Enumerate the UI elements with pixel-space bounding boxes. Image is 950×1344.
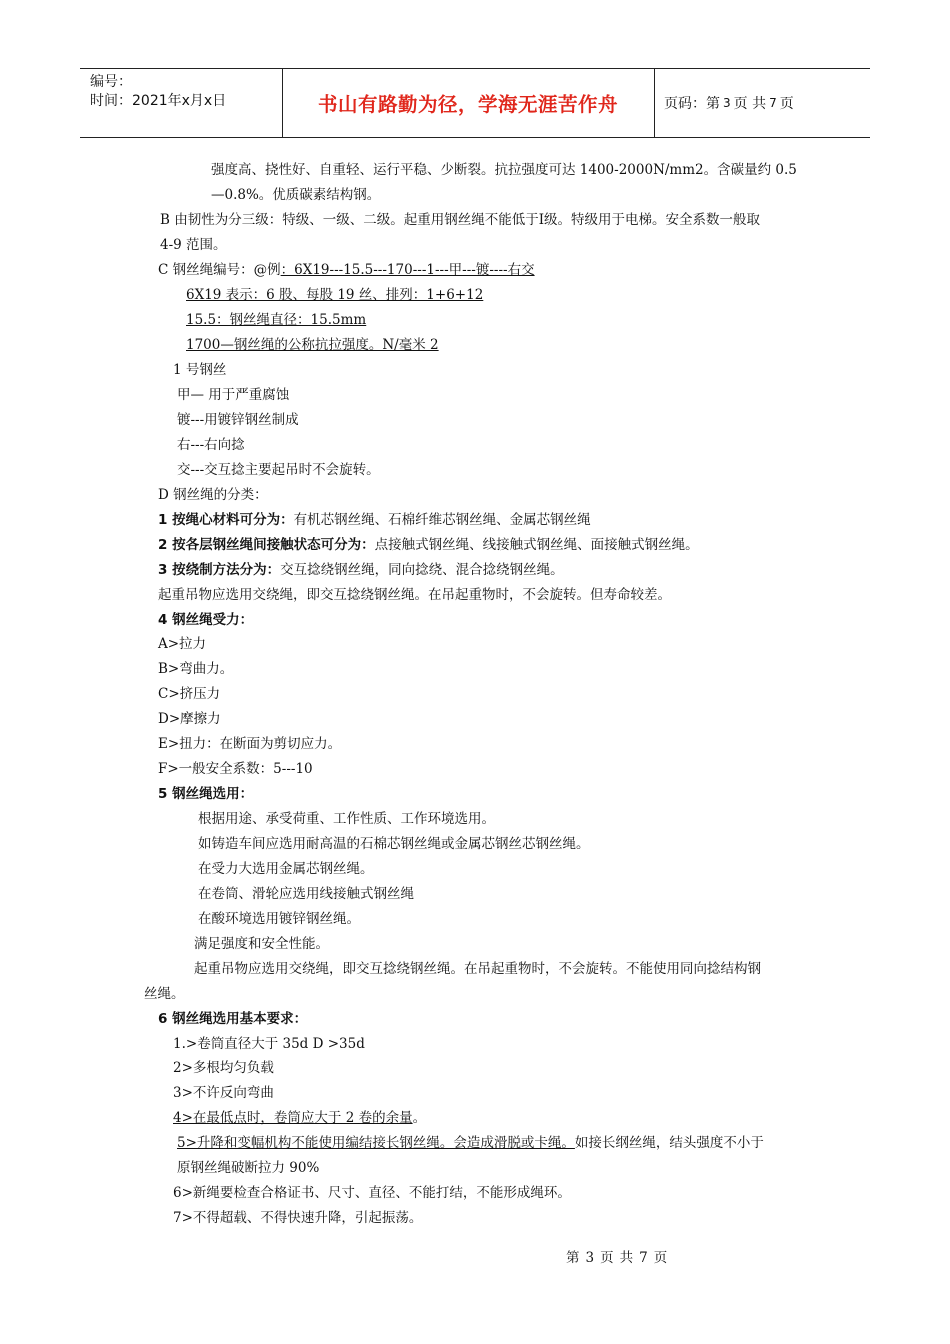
text-line: 强度高、挠性好、自重轻、运行平稳、少断裂。抗拉强度可达 1400-2000N/mm2。含碳量约 0.5 <box>211 162 797 178</box>
text-line: 5 钢丝绳选用： <box>158 786 254 802</box>
footer-text: 页 <box>600 1250 615 1266</box>
text-line: —0.8%。优质碳素结构钢。 <box>211 187 381 203</box>
text-line: 满足强度和安全性能。 <box>194 936 329 952</box>
text-line: 2>多根均匀负载 <box>173 1060 274 1076</box>
text-line: 起重吊物应选用交绕绳，即交互捻绕钢丝绳。在吊起重物时，不会旋转。不能使用同向捻结构钢 <box>194 961 761 977</box>
text-line: F>一般安全系数：5---10 <box>158 761 313 777</box>
text-line: 在受力大选用金属芯钢丝绳。 <box>198 861 374 877</box>
text-line: 4 钢丝绳受力： <box>158 612 254 628</box>
footer-page-total: 7 <box>639 1250 649 1266</box>
text-line <box>158 560 564 580</box>
doc-date: 时间：2021年x月x日 <box>90 93 227 109</box>
text-line: 交---交互捻主要起吊时不会旋转。 <box>177 462 380 478</box>
text-span: 1 按绳心材料可分为： <box>158 512 294 528</box>
footer-text: 第 <box>566 1250 581 1266</box>
page-footer <box>566 1246 673 1266</box>
text-line: B>弯曲力。 <box>158 661 234 677</box>
text-line: 6>新绳要检查合格证书、尺寸、直径、不能打结，不能形成绳环。 <box>173 1185 571 1201</box>
page-current: 3 <box>723 96 731 110</box>
text-span: 5>升降和变幅机构不能使用编结接长钢丝绳。会造成滑脱或卡绳。 <box>177 1135 575 1151</box>
text-line: 甲— 用于严重腐蚀 <box>177 387 290 403</box>
page-header <box>80 68 870 138</box>
header-page-number <box>664 69 794 137</box>
text-span: 。 <box>412 1110 427 1126</box>
text-line: 根据用途、承受荷重、工作性质、工作环境选用。 <box>198 811 495 827</box>
text-line <box>173 1108 426 1128</box>
text-line: 4-9 范围。 <box>160 237 227 253</box>
text-line: C>挤压力 <box>158 686 221 702</box>
text-span: 交互捻绕钢丝绳，同向捻绕、混合捻绕钢丝绳。 <box>280 562 564 578</box>
footer-page-current: 3 <box>585 1250 596 1266</box>
text-line: D>摩擦力 <box>158 711 221 727</box>
header-meta <box>90 73 226 111</box>
text-span: 有机芯钢丝绳、石棉纤维芯钢丝绳、金属芯钢丝绳 <box>293 512 591 528</box>
text-line: 丝绳。 <box>144 986 185 1002</box>
text-span: ：6X19---15.5---170---1---甲---镀----右交 <box>280 262 535 278</box>
footer-text: 页 <box>653 1250 669 1266</box>
text-span: 3 按绕制方法分为： <box>158 562 281 578</box>
page-prefix: 页码：第 <box>664 96 720 112</box>
header-motto: 书山有路勤为径，学海无涯苦作舟 <box>317 93 618 116</box>
text-line: 3>不许反向弯曲 <box>173 1085 274 1101</box>
text-line: 6 钢丝绳选用基本要求： <box>158 1011 308 1027</box>
text-line: 右---右向捻 <box>177 437 245 453</box>
text-line: 原钢丝绳破断拉力 90% <box>177 1160 320 1176</box>
page-suffix: 页 <box>779 96 794 112</box>
text-line: 在酸环境选用镀锌钢丝绳。 <box>198 911 360 927</box>
text-line: D 钢丝绳的分类： <box>158 487 268 503</box>
text-span: 点接触式钢丝绳、线接触式钢丝绳、面接触式钢丝绳。 <box>374 537 699 553</box>
text-line: 6X19 表示：6 股、每股 19 丝、排列：1+6+12 <box>186 287 484 303</box>
doc-number-label: 编号： <box>90 74 132 90</box>
text-line <box>158 260 535 280</box>
text-span: 4>在最低点时，卷筒应大于 2 卷的余量 <box>173 1110 413 1126</box>
text-line: 15.5：钢丝绳直径：15.5mm <box>186 312 367 328</box>
text-line: 1 号钢丝 <box>173 362 227 378</box>
text-line: 7>不得超载、不得快速升降，引起振荡。 <box>173 1210 423 1226</box>
text-line: A>拉力 <box>158 636 207 652</box>
text-line: 1.>卷筒直径大于 35d D >35d <box>173 1036 365 1052</box>
text-line: 1700—钢丝绳的公称抗拉强度。N/毫米 2 <box>186 337 439 353</box>
text-line: 在卷筒、滑轮应选用线接触式钢丝绳 <box>198 886 414 902</box>
header-divider <box>654 69 655 137</box>
text-line: 起重吊物应选用交绕绳，即交互捻绕钢丝绳。在吊起重物时，不会旋转。但寿命较差。 <box>158 587 671 603</box>
text-span: 如接长纲丝绳，结头强度不小于 <box>574 1135 764 1151</box>
text-span: C 钢丝绳编号：@例 <box>158 262 281 278</box>
text-line: 镀---用镀锌钢丝制成 <box>177 412 299 428</box>
footer-text: 共 <box>619 1250 635 1266</box>
page-total: 7 <box>769 96 777 110</box>
page-middle: 页 共 <box>733 96 767 112</box>
text-line: B 由韧性为分三级：特级、一级、二级。起重用钢丝绳不能低于Ⅰ级。特级用于电梯。安全系数一般取 <box>160 212 761 228</box>
text-line: E>扭力：在断面为剪切应力。 <box>158 736 342 752</box>
text-line <box>158 535 699 555</box>
text-span: 2 按各层钢丝绳间接触状态可分为： <box>158 537 375 553</box>
text-line: 如铸造车间应选用耐高温的石棉芯钢丝绳或金属芯钢丝芯钢丝绳。 <box>198 836 590 852</box>
text-line <box>177 1133 764 1153</box>
text-line <box>158 510 591 530</box>
